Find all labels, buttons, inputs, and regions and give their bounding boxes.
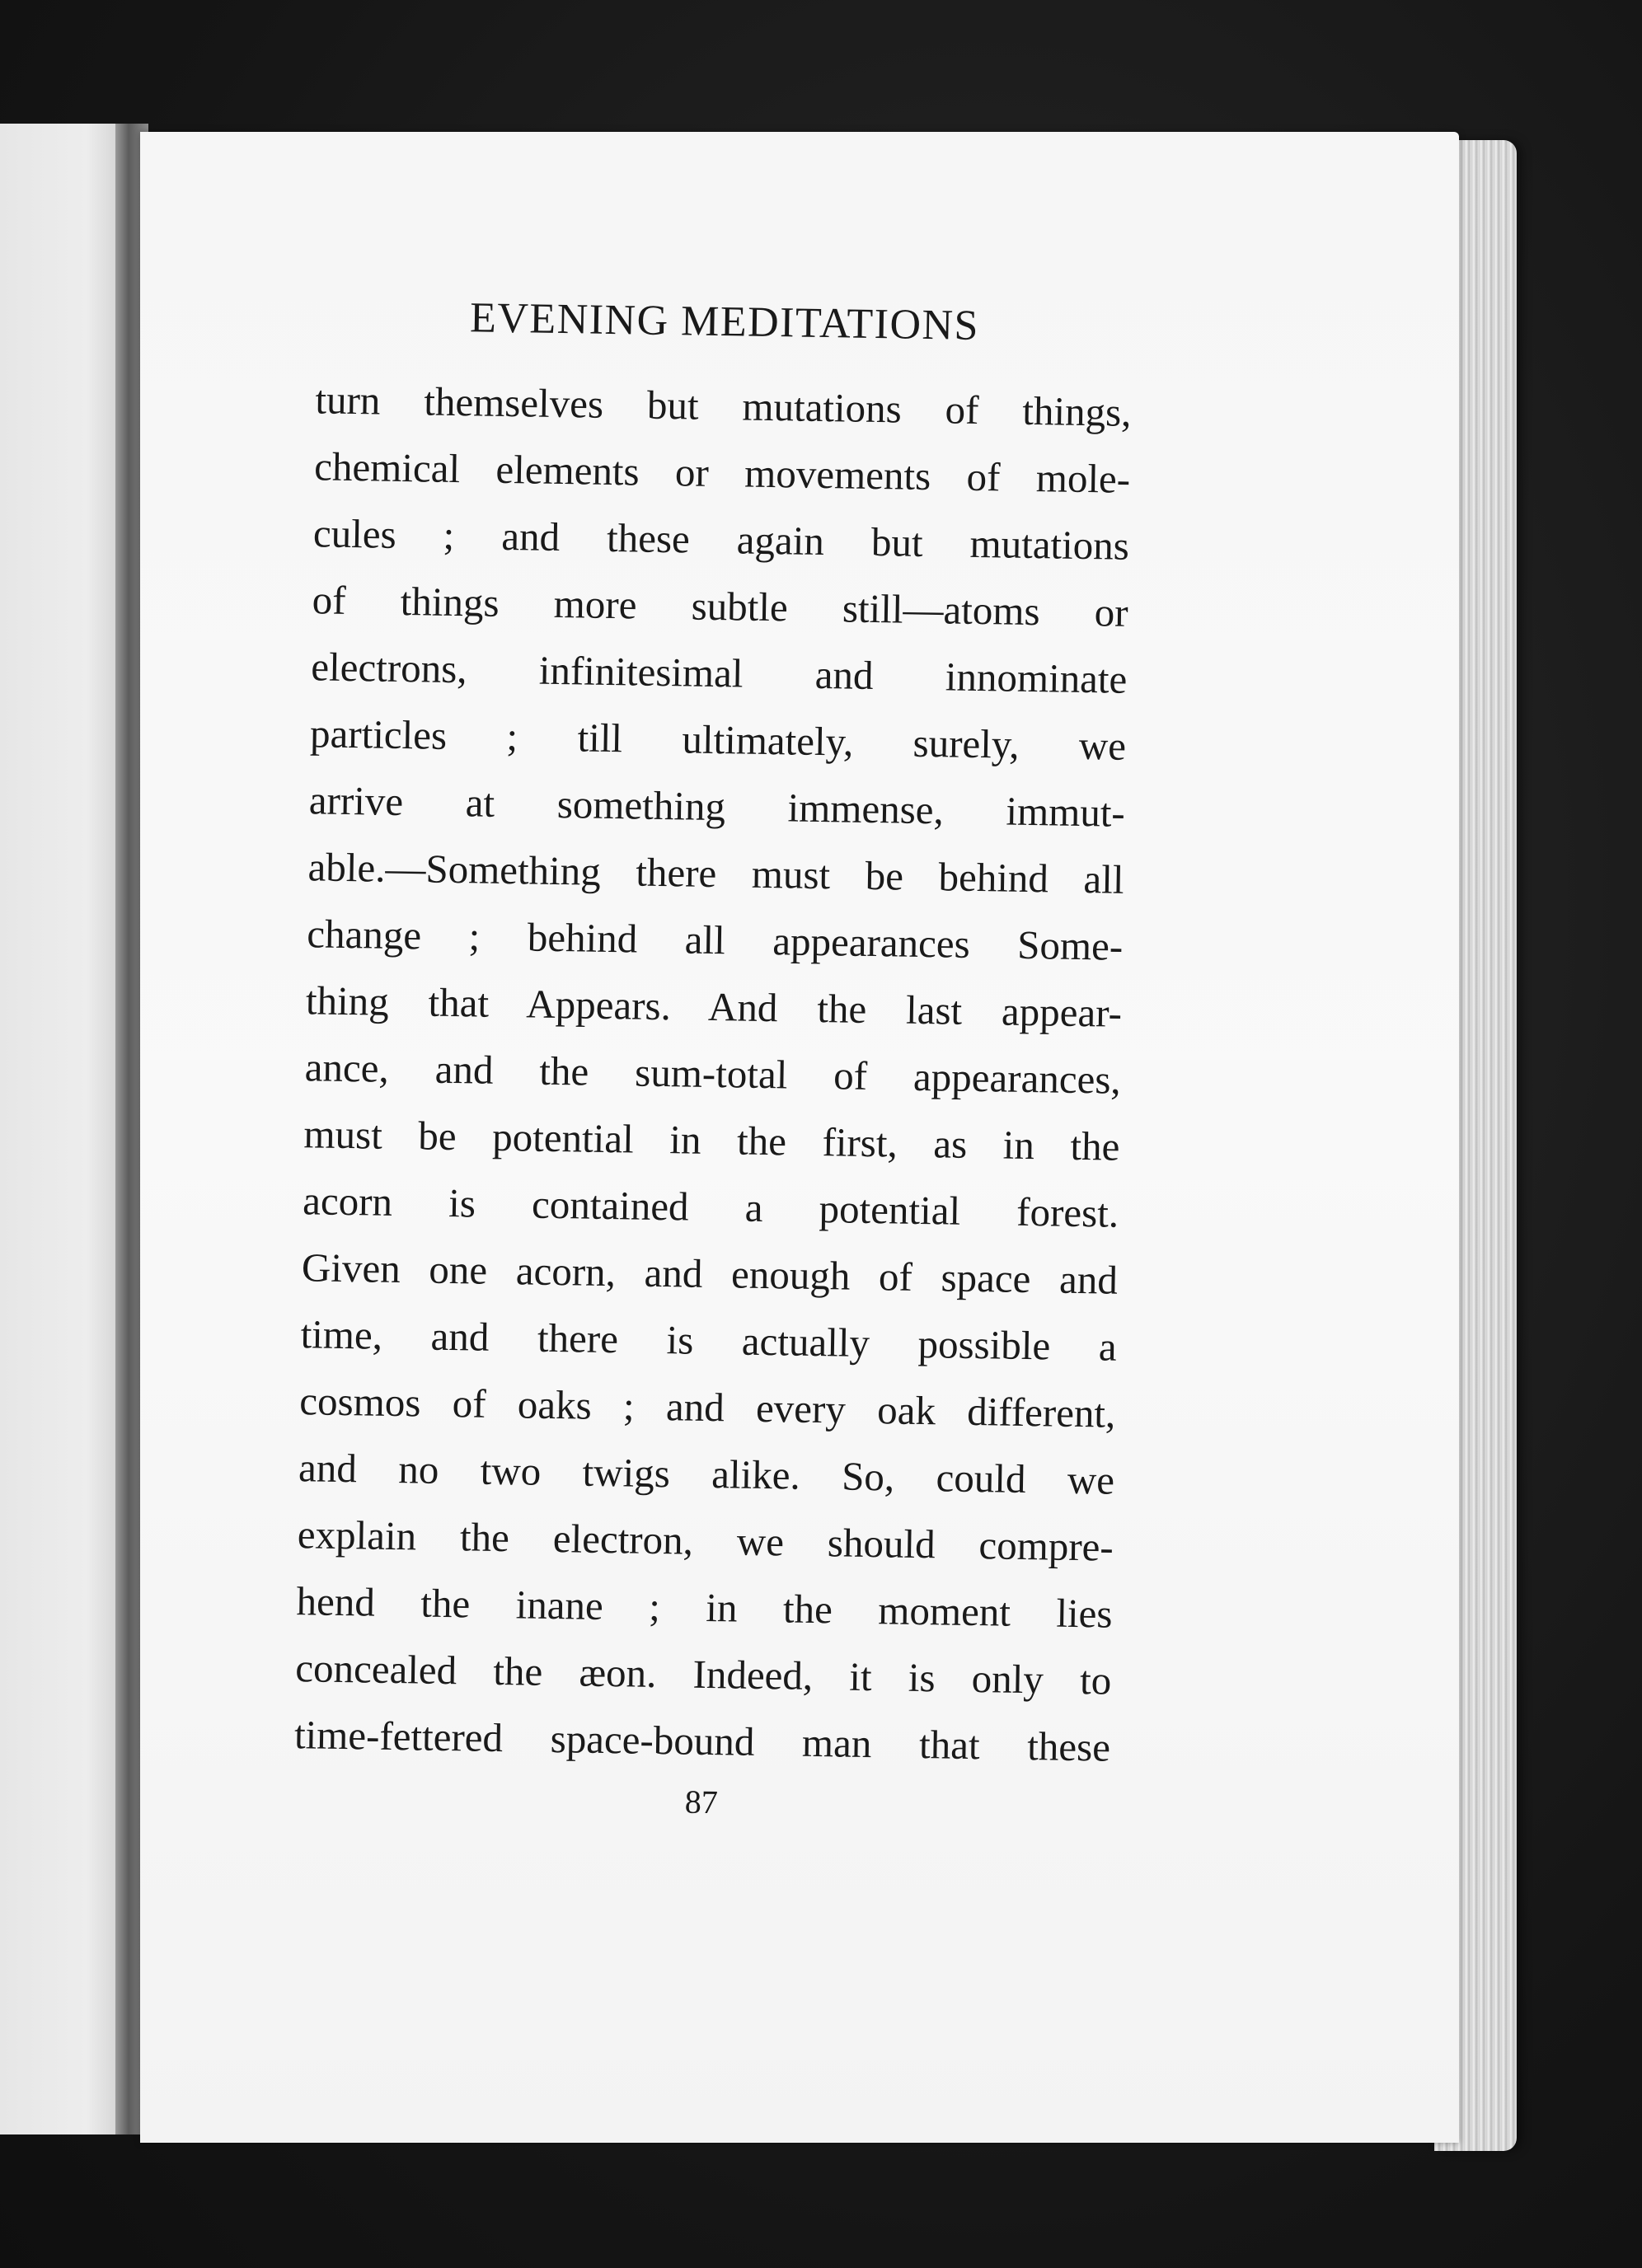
text-line: particles ; till ultimately, surely, we (309, 710, 1127, 770)
body-text (293, 367, 1132, 1781)
text-line: thing that Appears. And the last appear- (305, 977, 1123, 1037)
text-line: time, and there is actually possible a (300, 1311, 1118, 1371)
text-line: explain the electron, we should compre- (297, 1511, 1114, 1571)
facing-page (0, 124, 124, 2134)
text-line: electrons, infinitesimal and innominate (310, 644, 1128, 703)
text-line: acorn is contained a potential forest. (302, 1178, 1119, 1237)
text-line: turn themselves but mutations of things, (315, 377, 1132, 436)
text-line: ance, and the sum-total of appearances, (304, 1044, 1122, 1104)
text-line: of things more subtle still—atoms or (312, 577, 1129, 636)
text-line: Given one acorn, and enough of space and (301, 1244, 1119, 1304)
running-head: EVENING MEDITATIONS (469, 294, 980, 349)
text-line: arrive at something immense, immut- (308, 777, 1126, 836)
book-page (140, 132, 1459, 2143)
text-line: concealed the æon. Indeed, it is only to (294, 1645, 1112, 1704)
text-line: cosmos of oaks ; and every oak different, (298, 1378, 1116, 1437)
text-line: time-fettered space-bound man that these (293, 1712, 1111, 1771)
text-line: change ; behind all appearances Some- (306, 911, 1124, 970)
text-line: chemical elements or movements of mole- (313, 443, 1131, 503)
text-line: able.—Something there must be behind all (307, 844, 1124, 903)
text-line: hend the inane ; in the moment lies (296, 1578, 1113, 1638)
text-line: cules ; and these again but mutations (312, 510, 1130, 569)
text-line: must be potential in the first, as in the (303, 1111, 1120, 1170)
page-content (293, 290, 1133, 1829)
page-number: 87 (684, 1783, 719, 1821)
text-line: and no two twigs alike. So, could we (298, 1445, 1115, 1504)
